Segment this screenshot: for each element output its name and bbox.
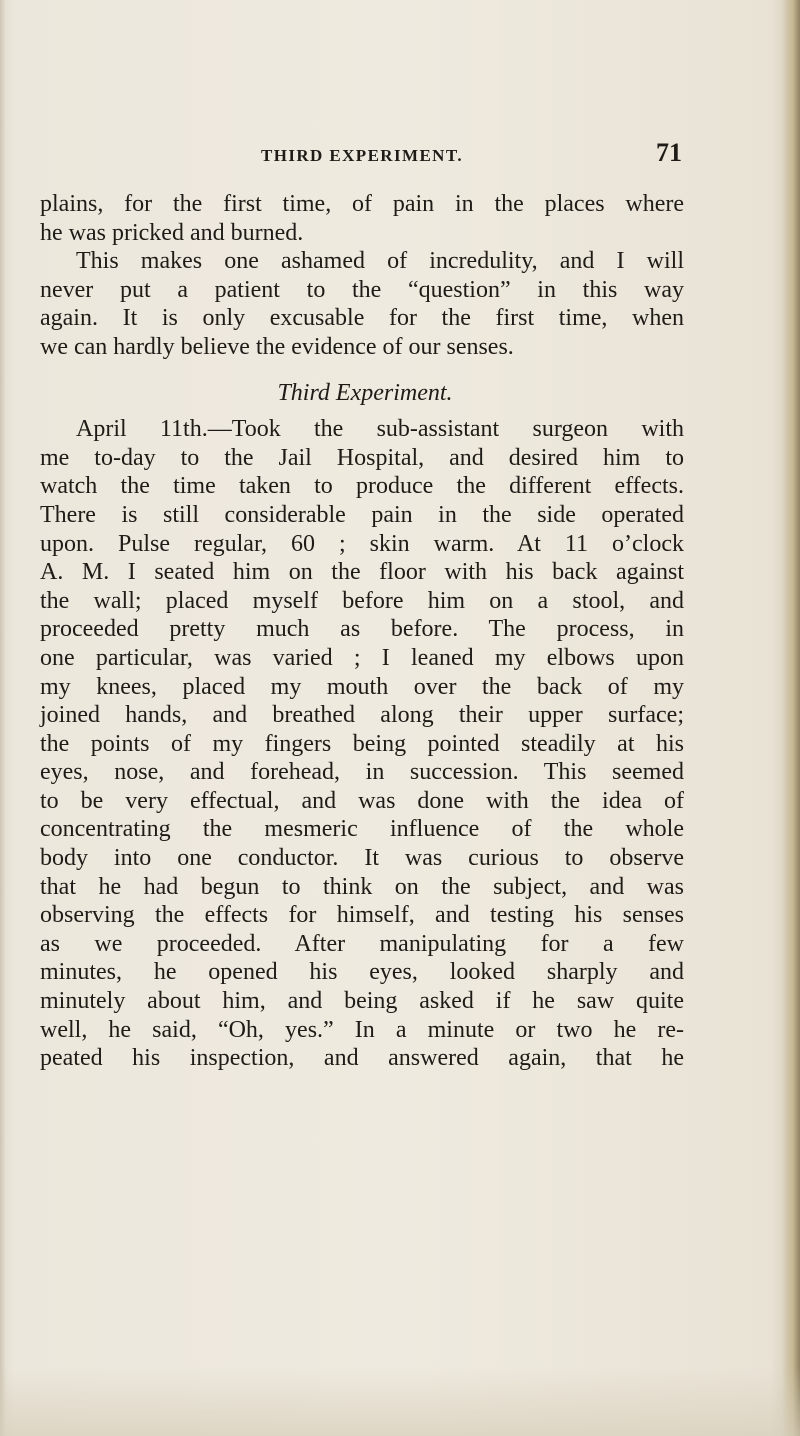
text-line: minutely about him, and being asked if he saw quite bbox=[40, 988, 684, 1015]
body-text bbox=[40, 190, 684, 1073]
page-left-edge bbox=[0, 0, 6, 1436]
text-line: observing the effects for himself, and testing his senses bbox=[40, 902, 684, 929]
page-number: 71 bbox=[656, 138, 682, 167]
text-line: body into one conductor. It was curious to observe bbox=[40, 845, 684, 872]
page-header bbox=[40, 138, 684, 174]
text-line: one particular, was varied ; I leaned my elbows upon bbox=[40, 644, 684, 671]
text-line: he was pricked and burned. bbox=[40, 219, 304, 246]
text-line: A. M. I seated him on the floor with his back against bbox=[40, 559, 684, 586]
page-bottom-shade bbox=[0, 1366, 800, 1436]
text-line: my knees, placed my mouth over the back of my bbox=[40, 673, 684, 700]
text-line: peated his inspection, and answered again, that he bbox=[40, 1045, 684, 1072]
text-line: proceeded pretty much as before. The process, in bbox=[40, 616, 684, 643]
text-line: the wall; placed myself before him on a stool, and bbox=[40, 587, 684, 614]
text-line: April 11th.—Took the sub-assistant surgeon with bbox=[76, 416, 684, 443]
page-right-edge bbox=[782, 0, 800, 1436]
section-heading: Third Experiment. bbox=[277, 379, 453, 406]
text-line: that he had begun to think on the subject, and was bbox=[40, 873, 684, 900]
text-line: minutes, he opened his eyes, looked sharply and bbox=[40, 959, 684, 986]
text-line: watch the time taken to produce the different effects. bbox=[40, 473, 684, 500]
text-line: as we proceeded. After manipulating for a few bbox=[40, 930, 684, 957]
text-line: again. It is only excusable for the first time, when bbox=[40, 305, 684, 332]
text-line: joined hands, and breathed along their upper surface; bbox=[40, 702, 684, 729]
text-line: eyes, nose, and forehead, in succession. This seemed bbox=[40, 759, 684, 786]
text-line: we can hardly believe the evidence of our senses. bbox=[40, 333, 514, 360]
text-line: There is still considerable pain in the side operated bbox=[40, 501, 684, 528]
text-line: me to-day to the Jail Hospital, and desired him to bbox=[40, 444, 684, 471]
running-title: THIRD EXPERIMENT. bbox=[260, 146, 463, 165]
text-line: concentrating the mesmeric influence of the whole bbox=[40, 816, 684, 843]
text-line: to be very effectual, and was done with the idea of bbox=[40, 787, 684, 814]
text-line: plains, for the first time, of pain in the places where bbox=[40, 191, 684, 217]
text-line: upon. Pulse regular, 60 ; skin warm. At 11 o’clock bbox=[40, 530, 684, 557]
text-line: This makes one ashamed of incredulity, and I will bbox=[76, 248, 684, 275]
text-line: never put a patient to the “question” in this way bbox=[40, 276, 684, 303]
text-line: the points of my fingers being pointed steadily at his bbox=[40, 730, 684, 757]
text-line: well, he said, “Oh, yes.” In a minute or two he re- bbox=[40, 1016, 684, 1043]
